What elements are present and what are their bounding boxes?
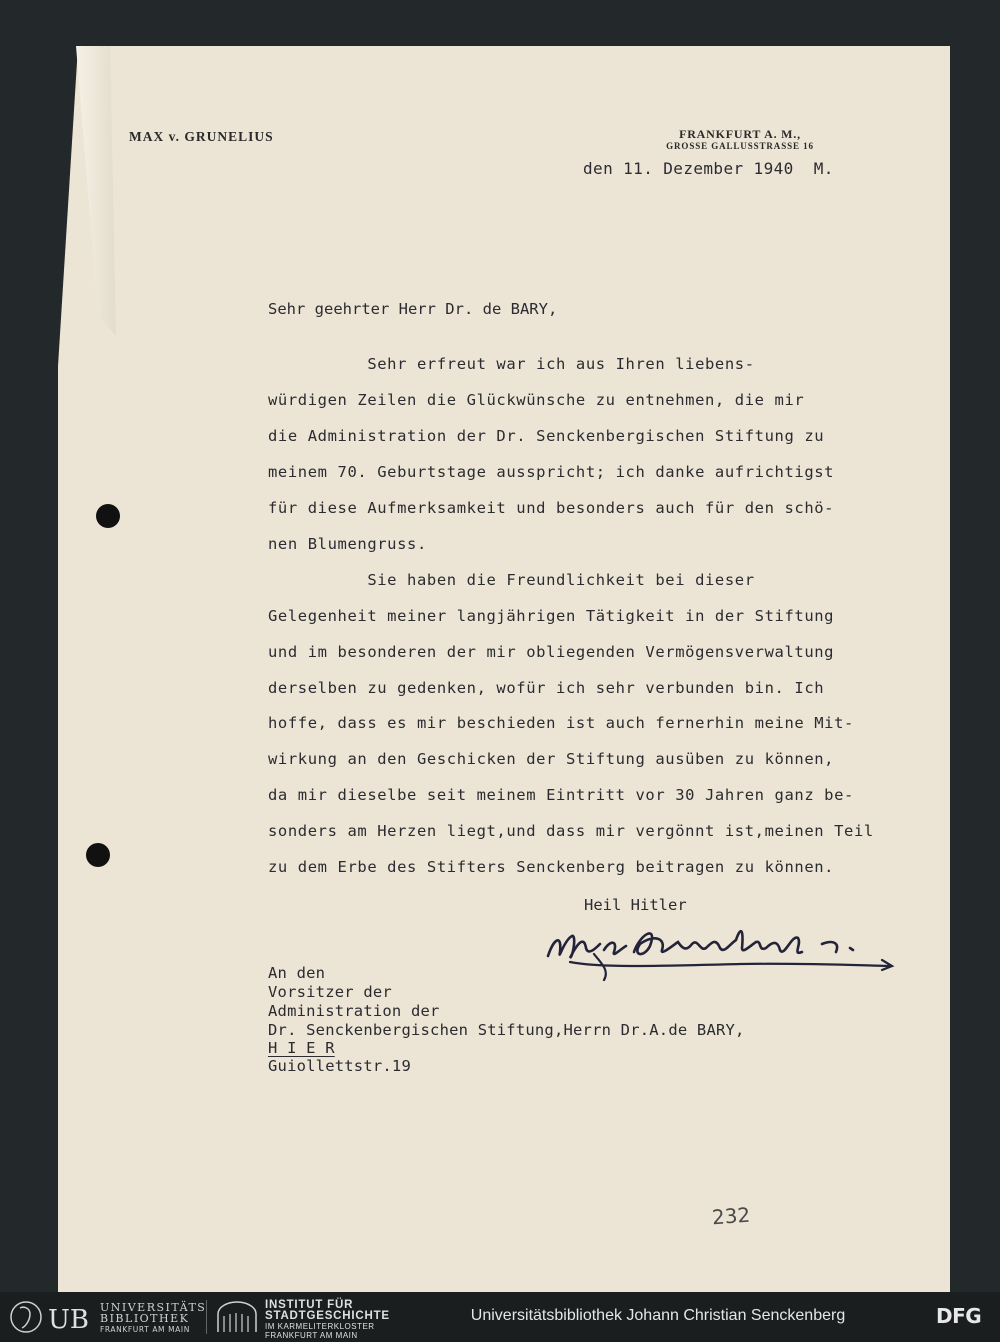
handwritten-signature [540,918,900,998]
isg-line: FRANKFURT AM MAIN [265,1331,358,1340]
letterhead-city: FRANKFURT A. M., [679,127,801,141]
isg-line: INSTITUT FÜR [265,1299,354,1311]
library-name[interactable]: Universitätsbibliothek Johann Christian Senckenberg [470,1307,846,1324]
address-line: Administration der [268,1002,440,1020]
ub-logo-icon [8,1298,98,1336]
address-line: Vorsitzer der [268,983,392,1001]
body-line: Gelegenheit meiner langjährigen Tätigkeit in der Stiftung [268,607,835,625]
letterhead-name: MAX v. GRUNELIUS [129,129,274,144]
body-line: derselben zu gedenken, wofür ich sehr verbunden bin. Ich [268,679,825,697]
footer-divider [206,1300,207,1334]
body-line: würdigen Zeilen die Glückwünsche zu entnehmen, die mir [268,391,805,409]
ub-name [100,1302,206,1335]
body-line: und im besonderen der mir obliegenden Vermögensverwaltung [268,643,835,661]
body-line: nen Blumengruss. [268,535,427,553]
isg-line: STADTGESCHICHTE [265,1310,390,1322]
isg-name [265,1300,390,1340]
body-line: hoffe, dass es mir beschieden ist auch fernerhin meine Mit- [268,714,854,732]
letter-paper [58,46,950,1296]
address-line: Dr. Senckenbergischen Stiftung,Herrn Dr.A.de BARY, [268,1021,745,1039]
body-line: zu dem Erbe des Stifters Senckenberg beitragen zu können. [268,858,835,876]
address-line: Guiollettstr.19 [268,1057,411,1075]
letter-salutation: Sehr geehrter Herr Dr. de BARY, [268,300,558,318]
isg-line: IM KARMELITERKLOSTER [265,1322,375,1331]
dfg-logo[interactable]: DFG [936,1304,982,1328]
footer-bar [0,1292,1000,1342]
body-line: da mir dieselbe seit meinem Eintritt vor 30 Jahren ganz be- [268,786,854,804]
letter-closing: Heil Hitler [584,896,687,914]
address-line-hier: H I E R [268,1039,335,1057]
body-line: sonders am Herzen liegt,und dass mir vergönnt ist,meinen Teil [268,822,874,840]
archive-number: 232 [711,1202,751,1230]
body-line: Sie haben die Freundlichkeit bei dieser [268,571,755,589]
body-line: für diese Aufmerksamkeit und besonders auch für den schö- [268,499,835,517]
body-line: Sehr erfreut war ich aus Ihren liebens- [268,355,755,373]
punch-hole-icon [86,843,110,867]
ub-line: BIBLIOTHEK [100,1312,190,1325]
isg-logo-icon [214,1300,260,1334]
address-line: An den [268,964,326,982]
punch-hole-icon [96,504,120,528]
ub-line: UNIVERSITÄTS [100,1301,207,1314]
body-line: die Administration der Dr. Senckenbergischen Stiftung zu [268,427,825,445]
body-line: meinem 70. Geburtstage ausspricht; ich danke aufrichtigst [268,463,835,481]
ub-line: FRANKFURT AM MAIN [100,1325,190,1334]
letterhead-street: GROSSE GALLUSSTRASSE 16 [666,141,814,151]
body-line: wirkung an den Geschicken der Stiftung ausüben zu können, [268,750,835,768]
letter-date: den 11. Dezember 1940 M. [583,159,834,178]
svg-text:UB: UB [48,1305,90,1335]
